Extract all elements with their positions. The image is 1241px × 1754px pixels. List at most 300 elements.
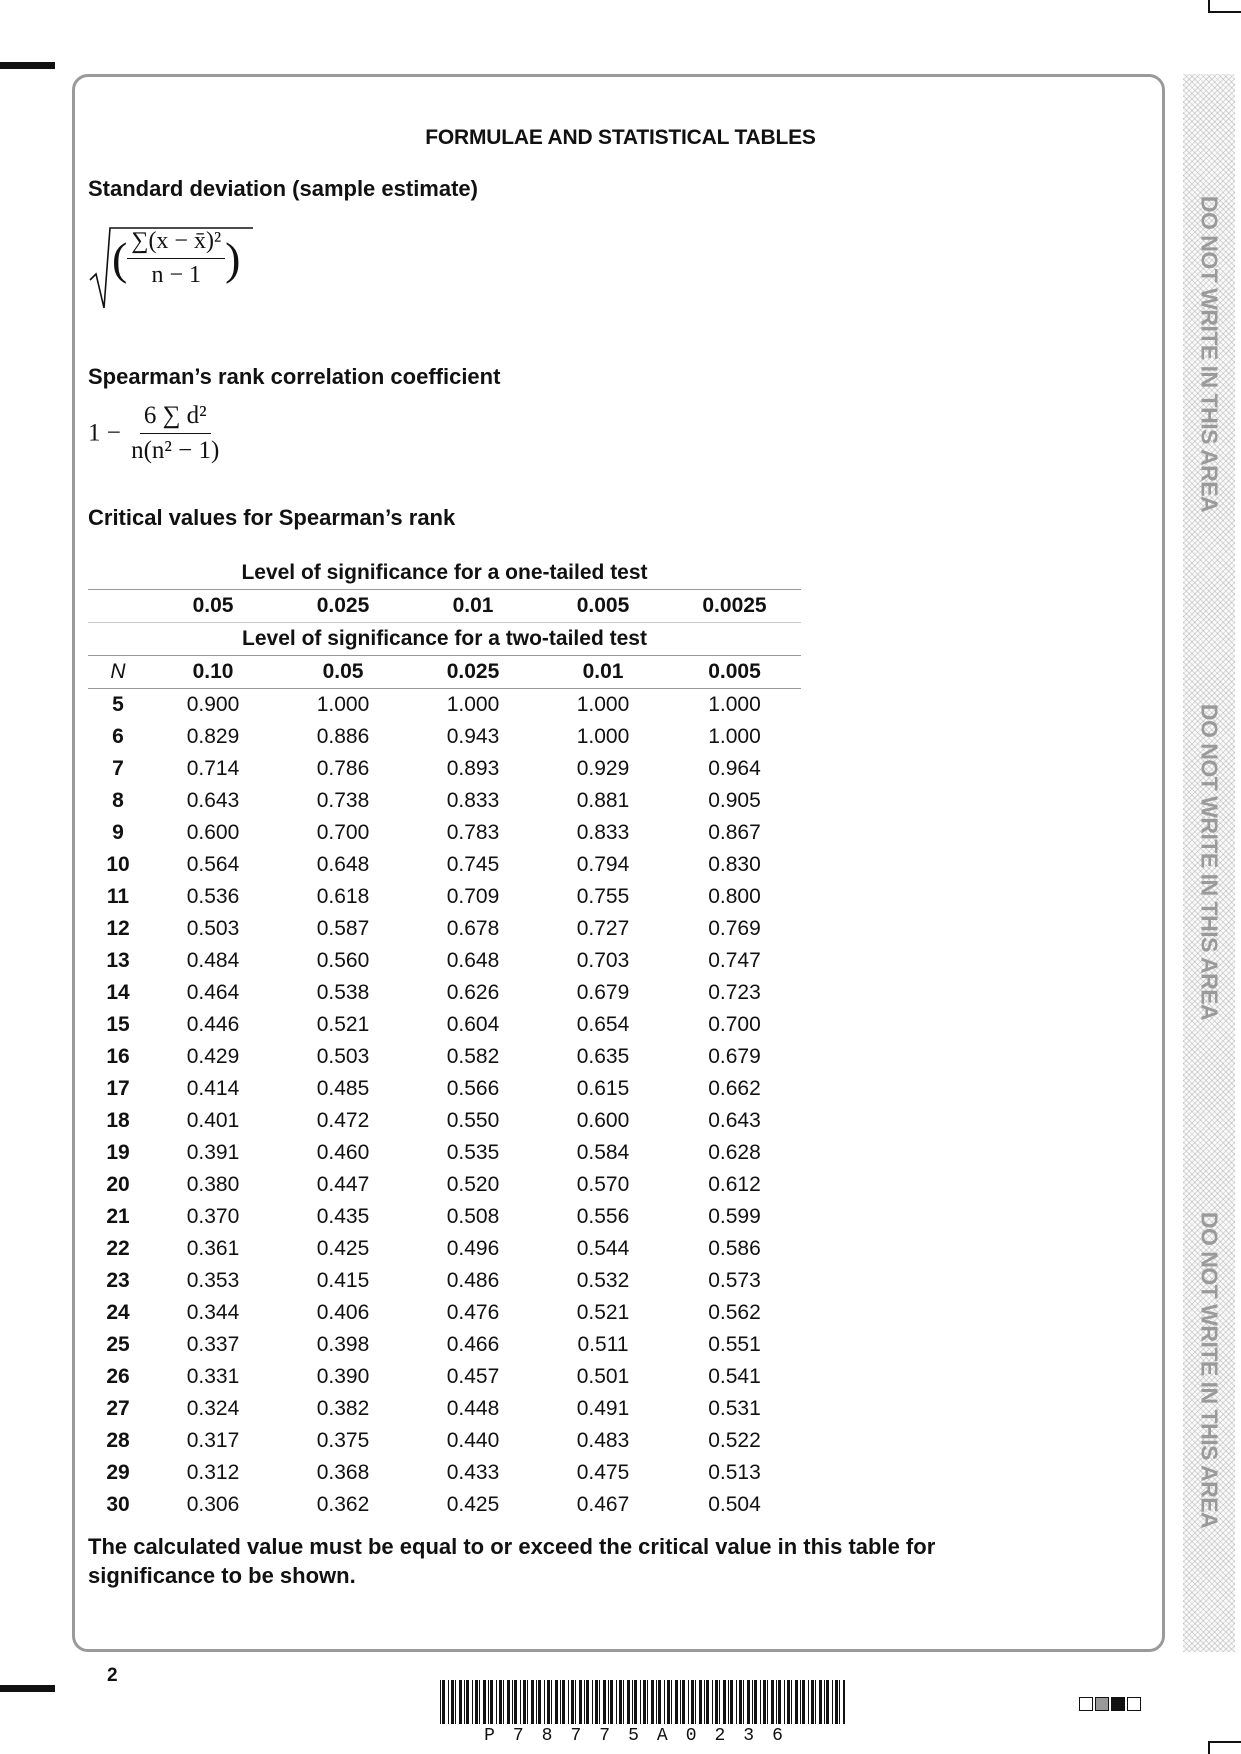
barcode-bar	[466, 1680, 469, 1724]
critical-value-cell: 0.503	[316, 1045, 370, 1068]
critical-value-cell: 0.769	[708, 917, 761, 940]
barcode-bar	[819, 1680, 822, 1724]
critical-value-cell: 0.881	[576, 789, 630, 812]
table-row	[88, 1201, 801, 1233]
one-tailed-level: 0.05	[192, 594, 234, 617]
critical-value-cell: 0.727	[576, 917, 630, 940]
row-n-value: 13	[106, 949, 130, 972]
corner-mark-bottom-right-vert	[1208, 1741, 1210, 1754]
row-n-value: 16	[106, 1045, 130, 1068]
spearman-denominator: n(n² − 1)	[131, 437, 220, 464]
critical-value-cell: 0.485	[316, 1077, 370, 1100]
barcode-bar	[808, 1680, 809, 1724]
barcode-bar	[599, 1680, 600, 1724]
barcode-bar	[610, 1680, 613, 1724]
corner-mark-bottom-left	[0, 1685, 55, 1692]
critical-value-cell: 0.415	[316, 1269, 370, 1292]
critical-value-cell: 0.464	[186, 981, 240, 1004]
critical-value-cell: 1.000	[708, 725, 761, 748]
page-title: FORMULAE AND STATISTICAL TABLES	[425, 126, 816, 149]
critical-value-cell: 0.833	[576, 821, 630, 844]
row-n-value: 9	[112, 821, 124, 844]
critical-value-cell: 0.486	[446, 1269, 500, 1292]
critical-values-table	[88, 557, 801, 1521]
critical-value-cell: 0.457	[446, 1365, 500, 1388]
critical-value-cell: 0.370	[186, 1205, 240, 1228]
table-row	[88, 1265, 801, 1297]
barcode-bar	[802, 1680, 805, 1724]
critical-value-cell: 1.000	[576, 693, 630, 716]
row-n-value: 11	[106, 885, 130, 908]
two-tailed-level: 0.01	[538, 656, 668, 689]
critical-value-cell: 0.368	[316, 1461, 370, 1484]
critical-value-cell: 0.700	[708, 1013, 761, 1036]
critical-value-cell: 0.504	[708, 1493, 761, 1516]
critical-value-cell: 0.755	[576, 885, 630, 908]
critical-value-cell: 0.929	[576, 757, 630, 780]
critical-value-cell: 0.475	[576, 1461, 630, 1484]
one-tailed-level: 0.01	[452, 594, 494, 617]
critical-value-cell: 0.709	[446, 885, 500, 908]
table-row	[88, 1297, 801, 1329]
barcode-bar	[547, 1680, 550, 1724]
table-row	[88, 1169, 801, 1201]
critical-value-cell: 0.800	[708, 885, 761, 908]
critical-value-cell: 0.738	[316, 789, 370, 812]
barcode-bar	[800, 1680, 801, 1724]
critical-value-cell: 0.570	[576, 1173, 630, 1196]
barcode-bar	[464, 1680, 465, 1724]
barcode-bar	[514, 1680, 517, 1724]
critical-value-cell: 0.584	[576, 1141, 630, 1164]
barcode-text: P78775A0236	[484, 1726, 801, 1746]
critical-value-cell: 0.600	[186, 821, 240, 844]
barcode-bar	[651, 1680, 654, 1724]
critical-value-cell: 0.723	[708, 981, 761, 1004]
critical-value-cell: 0.446	[186, 1013, 240, 1036]
marker-box-empty	[1127, 1697, 1141, 1711]
critical-value-cell: 0.433	[446, 1461, 500, 1484]
one-tailed-level: 0.025	[316, 594, 370, 617]
critical-value-cell: 0.643	[708, 1109, 761, 1132]
barcode-bar	[616, 1680, 617, 1724]
critical-value-cell: 0.648	[316, 853, 370, 876]
table-row	[88, 977, 801, 1009]
critical-value-cell: 0.435	[316, 1205, 370, 1228]
critical-value-cell: 0.375	[316, 1429, 370, 1452]
critical-value-cell: 0.582	[446, 1045, 500, 1068]
critical-value-cell: 0.401	[186, 1109, 240, 1132]
barcode-bar	[664, 1680, 665, 1724]
critical-value-cell: 0.425	[316, 1237, 370, 1260]
critical-value-cell: 0.829	[186, 725, 240, 748]
critical-value-cell: 0.943	[446, 725, 500, 748]
barcode-bar	[671, 1680, 672, 1724]
critical-value-cell: 0.714	[186, 757, 240, 780]
barcode-bar	[619, 1680, 622, 1724]
spearman-heading: Spearman’s rank correlation coefficient	[88, 364, 501, 389]
barcode-bar	[555, 1680, 558, 1724]
critical-value-cell: 0.361	[186, 1237, 240, 1260]
barcode-bar	[658, 1680, 661, 1724]
left-paren: (	[112, 233, 128, 284]
barcode-bar	[544, 1680, 545, 1724]
marker-box-empty	[1079, 1697, 1093, 1711]
n-column-header: N	[88, 656, 148, 689]
barcode-bar	[712, 1680, 713, 1724]
critical-value-cell: 0.626	[446, 981, 500, 1004]
barcode-bar	[531, 1680, 534, 1724]
critical-value-cell: 0.491	[576, 1397, 630, 1420]
table-row	[88, 1489, 801, 1521]
critical-value-cell: 1.000	[446, 693, 500, 716]
critical-value-cell: 0.654	[576, 1013, 630, 1036]
table-row	[88, 721, 801, 753]
table-row	[88, 1105, 801, 1137]
row-n-value: 26	[106, 1365, 130, 1388]
row-n-value: 12	[106, 917, 130, 940]
critical-value-cell: 0.532	[576, 1269, 630, 1292]
critical-value-cell: 0.447	[316, 1173, 370, 1196]
critical-value-cell: 1.000	[316, 693, 370, 716]
critical-value-cell: 0.353	[186, 1269, 240, 1292]
critical-value-cell: 0.520	[446, 1173, 500, 1196]
row-n-value: 23	[106, 1269, 130, 1292]
spearman-fraction	[127, 402, 223, 465]
barcode-bar	[771, 1680, 774, 1724]
barcode-bar	[595, 1680, 598, 1724]
critical-value-cell: 0.344	[186, 1301, 240, 1324]
barcode-bar	[719, 1680, 720, 1724]
critical-value-cell: 0.531	[708, 1397, 761, 1420]
barcode-bar	[743, 1680, 744, 1724]
critical-value-cell: 0.703	[576, 949, 630, 972]
barcode-bar	[451, 1680, 454, 1724]
row-n-value: 8	[112, 789, 124, 812]
barcode-bar	[538, 1680, 541, 1724]
barcode-bar	[455, 1680, 456, 1724]
barcode-bar	[575, 1680, 576, 1724]
marker-box-grey	[1095, 1697, 1109, 1711]
barcode-bar	[682, 1680, 685, 1724]
barcode-bar	[723, 1680, 726, 1724]
one-tailed-level: 0.0025	[702, 594, 767, 617]
sd-numerator: ∑(x − x̄)²	[127, 228, 225, 259]
critical-value-cell: 0.747	[708, 949, 761, 972]
spearman-lead: 1 −	[88, 419, 121, 447]
critical-value-cell: 0.398	[316, 1333, 370, 1356]
two-tailed-level: 0.10	[148, 656, 278, 689]
critical-value-cell: 0.331	[186, 1365, 240, 1388]
barcode-bar	[795, 1680, 798, 1724]
barcode-bar	[839, 1680, 840, 1724]
barcode-bar	[551, 1680, 552, 1724]
right-paren: )	[225, 233, 241, 284]
barcode-bar	[767, 1680, 768, 1724]
barcode-bar	[832, 1680, 833, 1724]
print-marker-boxes	[1079, 1697, 1141, 1711]
table-row	[88, 1041, 801, 1073]
barcode-bar	[483, 1680, 486, 1724]
critical-value-cell: 0.612	[708, 1173, 761, 1196]
critical-value-cell: 0.306	[186, 1493, 240, 1516]
corner-mark-top-left	[0, 62, 55, 69]
barcode	[440, 1680, 845, 1724]
critical-value-cell: 0.476	[446, 1301, 500, 1324]
critical-value-cell: 0.643	[186, 789, 240, 812]
sd-heading: Standard deviation (sample estimate)	[88, 176, 478, 201]
barcode-bar	[479, 1680, 480, 1724]
barcode-bar	[843, 1680, 845, 1724]
barcode-bar	[459, 1680, 462, 1724]
critical-value-cell: 0.886	[316, 725, 370, 748]
critical-value-cell: 0.867	[708, 821, 761, 844]
corner-mark-bottom-right	[1210, 1741, 1241, 1743]
critical-value-cell: 0.833	[446, 789, 500, 812]
barcode-bar	[448, 1680, 449, 1724]
table-row	[88, 785, 801, 817]
critical-value-cell: 0.700	[316, 821, 370, 844]
barcode-bar	[643, 1680, 646, 1724]
critical-value-cell: 0.745	[446, 853, 500, 876]
barcode-bar	[475, 1680, 478, 1724]
barcode-bar	[704, 1680, 705, 1724]
row-n-value: 24	[106, 1301, 130, 1324]
critical-value-cell: 0.830	[708, 853, 761, 876]
barcode-bar	[787, 1680, 790, 1724]
barcode-bar	[791, 1680, 792, 1724]
barcode-bar	[632, 1680, 633, 1724]
table-row	[88, 753, 801, 785]
critical-value-cell: 0.560	[316, 949, 370, 972]
two-tailed-level: 0.005	[668, 656, 801, 689]
critical-value-cell: 0.662	[708, 1077, 761, 1100]
two-tailed-level: 0.05	[278, 656, 408, 689]
critical-value-cell: 0.678	[446, 917, 500, 940]
critical-value-cell: 0.425	[446, 1493, 500, 1516]
barcode-bar	[507, 1680, 510, 1724]
barcode-bar	[503, 1680, 504, 1724]
barcode-bar	[472, 1680, 473, 1724]
critical-value-cell: 0.615	[576, 1077, 630, 1100]
barcode-bar	[512, 1680, 513, 1724]
spearman-formula	[88, 402, 223, 465]
critical-value-cell: 0.562	[708, 1301, 761, 1324]
table-row	[88, 881, 801, 913]
sd-denominator: n − 1	[151, 262, 202, 288]
critical-value-cell: 0.460	[316, 1141, 370, 1164]
barcode-bar	[592, 1680, 593, 1724]
table-row	[88, 913, 801, 945]
critical-value-cell: 0.324	[186, 1397, 240, 1420]
critical-value-cell: 0.566	[446, 1077, 500, 1100]
barcode-bar	[560, 1680, 561, 1724]
barcode-bar	[811, 1680, 814, 1724]
row-n-value: 28	[106, 1429, 130, 1452]
barcode-bar	[699, 1680, 702, 1724]
critical-value-cell: 0.618	[316, 885, 370, 908]
critical-value-cell: 0.556	[576, 1205, 630, 1228]
barcode-bar	[680, 1680, 681, 1724]
row-n-value: 20	[106, 1173, 130, 1196]
critical-value-cell: 0.648	[446, 949, 500, 972]
barcode-bar	[440, 1680, 441, 1724]
row-n-value: 7	[112, 757, 124, 780]
barcode-bar	[442, 1680, 445, 1724]
critical-value-cell: 0.541	[708, 1365, 761, 1388]
critical-value-cell: 0.679	[576, 981, 630, 1004]
critical-value-cell: 0.391	[186, 1141, 240, 1164]
row-n-value: 25	[106, 1333, 130, 1356]
table-row	[88, 849, 801, 881]
critical-value-cell: 0.521	[576, 1301, 630, 1324]
row-n-value: 5	[112, 693, 124, 716]
critical-value-cell: 0.679	[708, 1045, 761, 1068]
critical-value-cell: 0.544	[576, 1237, 630, 1260]
critical-value-cell: 0.382	[316, 1397, 370, 1420]
table-row	[88, 1329, 801, 1361]
barcode-bar	[715, 1680, 718, 1724]
corner-mark-top-right	[1210, 11, 1241, 13]
table-row	[88, 1073, 801, 1105]
critical-value-cell: 0.496	[446, 1237, 500, 1260]
barcode-bar	[760, 1680, 761, 1724]
critical-value-cell: 0.783	[446, 821, 500, 844]
barcode-bar	[747, 1680, 750, 1724]
critical-value-cell: 0.905	[708, 789, 761, 812]
row-n-value: 10	[106, 853, 130, 876]
one-tailed-label-row	[88, 557, 801, 590]
critical-value-cell: 0.390	[316, 1365, 370, 1388]
barcode-bar	[826, 1680, 829, 1724]
critical-value-cell: 0.503	[186, 917, 240, 940]
two-tailed-label-row	[88, 623, 801, 656]
barcode-bar	[815, 1680, 816, 1724]
barcode-bar	[736, 1680, 737, 1724]
table-row	[88, 1457, 801, 1489]
barcode-bar	[584, 1680, 585, 1724]
barcode-bar	[688, 1680, 689, 1724]
barcode-bar	[488, 1680, 489, 1724]
table-row	[88, 1137, 801, 1169]
marker-box-black	[1111, 1697, 1125, 1711]
critical-value-cell: 0.483	[576, 1429, 630, 1452]
critical-value-cell: 0.564	[186, 853, 240, 876]
table-row	[88, 1233, 801, 1265]
critical-value-cell: 0.429	[186, 1045, 240, 1068]
barcode-bar	[835, 1680, 838, 1724]
critical-value-cell: 0.635	[576, 1045, 630, 1068]
one-tailed-label: Level of significance for a one-tailed test	[88, 557, 801, 590]
footnote: The calculated value must be equal to or exceed the critical value in this table for significance to be shown.	[88, 1534, 936, 1588]
critical-value-cell: 0.600	[576, 1109, 630, 1132]
barcode-bar	[784, 1680, 785, 1724]
table-row	[88, 1361, 801, 1393]
barcode-bar	[739, 1680, 742, 1724]
critical-value-cell: 0.312	[186, 1461, 240, 1484]
barcode-bar	[656, 1680, 657, 1724]
critical-value-cell: 0.406	[316, 1301, 370, 1324]
critical-value-cell: 0.964	[708, 757, 761, 780]
row-n-value: 18	[106, 1109, 130, 1132]
critical-value-cell: 0.786	[316, 757, 370, 780]
barcode-bar	[634, 1680, 637, 1724]
one-tailed-levels-row	[88, 590, 801, 623]
barcode-bar	[603, 1680, 606, 1724]
barcode-bar	[667, 1680, 670, 1724]
critical-value-cell: 0.551	[708, 1333, 761, 1356]
critical-value-cell: 1.000	[576, 725, 630, 748]
critical-value-cell: 0.521	[316, 1013, 370, 1036]
barcode-bar	[824, 1680, 825, 1724]
critical-value-cell: 0.467	[576, 1493, 630, 1516]
barcode-bar	[728, 1680, 729, 1724]
barcode-bar	[640, 1680, 641, 1724]
barcode-bar	[520, 1680, 521, 1724]
two-tailed-level: 0.025	[408, 656, 538, 689]
table-row	[88, 1009, 801, 1041]
critical-value-cell: 0.550	[446, 1109, 500, 1132]
barcode-bar	[527, 1680, 528, 1724]
critical-value-cell: 0.893	[446, 757, 500, 780]
critical-value-cell: 0.466	[446, 1333, 500, 1356]
critical-values-heading: Critical values for Spearman’s rank	[88, 505, 456, 530]
table-row	[88, 817, 801, 849]
barcode-bar	[647, 1680, 648, 1724]
barcode-bar	[776, 1680, 777, 1724]
barcode-bar	[691, 1680, 694, 1724]
critical-value-cell: 0.604	[446, 1013, 500, 1036]
row-n-value: 30	[106, 1493, 130, 1516]
barcode-bar	[568, 1680, 569, 1724]
critical-value-cell: 0.511	[577, 1333, 629, 1356]
table-row	[88, 689, 801, 722]
critical-value-cell: 0.628	[708, 1141, 761, 1164]
critical-value-cell: 0.538	[316, 981, 370, 1004]
critical-value-cell: 0.586	[708, 1237, 761, 1260]
critical-value-cell: 0.414	[186, 1077, 240, 1100]
table-row	[88, 945, 801, 977]
critical-value-cell: 0.501	[576, 1365, 630, 1388]
barcode-bar	[627, 1680, 630, 1724]
barcode-bar	[579, 1680, 582, 1724]
row-n-value: 19	[106, 1141, 130, 1164]
critical-values-body	[88, 689, 801, 1522]
page-number: 2	[107, 1665, 118, 1686]
corner-mark-top-right-vert	[1208, 0, 1210, 13]
barcode-bar	[706, 1680, 709, 1724]
spearman-numerator: 6 ∑ d²	[140, 402, 211, 434]
critical-value-cell: 0.513	[708, 1461, 761, 1484]
barcode-bar	[496, 1680, 497, 1724]
critical-value-cell: 0.472	[316, 1109, 370, 1132]
row-n-value: 27	[106, 1397, 130, 1420]
critical-value-cell: 0.380	[186, 1173, 240, 1196]
barcode-bar	[490, 1680, 493, 1724]
sd-fraction	[127, 228, 225, 289]
critical-value-cell: 0.362	[316, 1493, 370, 1516]
row-n-value: 14	[106, 981, 130, 1004]
table-row	[88, 1393, 801, 1425]
two-tailed-levels-row	[88, 656, 801, 689]
critical-value-cell: 0.337	[186, 1333, 240, 1356]
critical-value-cell: 0.440	[446, 1429, 500, 1452]
barcode-bar	[778, 1680, 781, 1724]
two-tailed-label: Level of significance for a two-tailed test	[88, 623, 801, 656]
row-n-value: 21	[106, 1205, 130, 1228]
barcode-bar	[763, 1680, 766, 1724]
barcode-bar	[675, 1680, 678, 1724]
